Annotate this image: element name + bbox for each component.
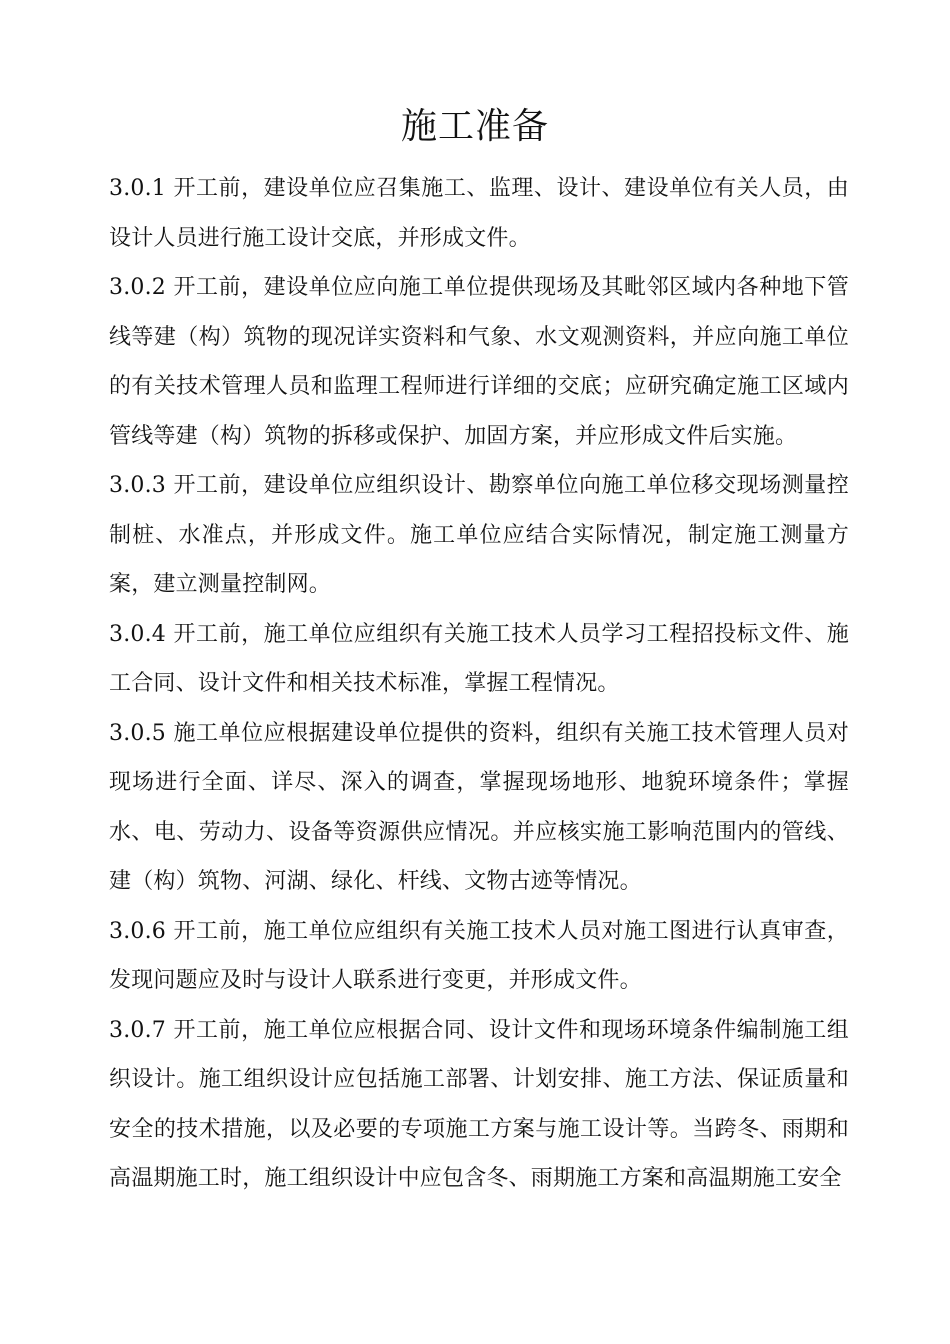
paragraph-3-0-7: 3.0.7 开工前，施工单位应根据合同、设计文件和现场环境条件编制施工组织设计。施工组织设计应包括施工部署、计划安排、施工方法、保证质量和安全的技术措施，以及必要的专项施工方案与施工设计等。当跨冬、雨期和高温期施工时，施工组织设计中应包含冬、雨期施工方案和高温期施工安全 [109,1017,849,1191]
page-title: 施工准备 [400,106,549,147]
paragraph-3-0-5: 3.0.5 施工单位应根据建设单位提供的资料，组织有关施工技术管理人员对现场进行全面、详尽、深入的调查，掌握现场地形、地貌环境条件；掌握水、电、劳动力、设备等资源供应情况。并应核实施工影响范围内的管线、建（构）筑物、河湖、绿化、杆线、文物古迹等情况。 [109,720,849,894]
paragraph-3-0-4: 3.0.4 开工前，施工单位应组织有关施工技术人员学习工程招投标文件、施工合同、设计文件和相关技术标准，掌握工程情况。 [109,621,849,696]
paragraph-3-0-2: 3.0.2 开工前，建设单位应向施工单位提供现场及其毗邻区域内各种地下管线等建（构）筑物的现况详实资料和气象、水文观测资料，并应向施工单位的有关技术管理人员和监理工程师进行详细的交底；应研究确定施工区域内管线等建（构）筑物的拆移或保护、加固方案，并应形成文件后实施。 [109,275,849,449]
paragraph-3-0-3: 3.0.3 开工前，建设单位应组织设计、勘察单位向施工单位移交现场测量控制桩、水准点，并形成文件。施工单位应结合实际情况，制定施工测量方案，建立测量控制网。 [109,473,849,597]
paragraph-3-0-1: 3.0.1 开工前，建设单位应召集施工、监理、设计、建设单位有关人员，由设计人员进行施工设计交底，并形成文件。 [109,176,849,251]
document-body [109,164,849,1204]
paragraph-3-0-6: 3.0.6 开工前，施工单位应组织有关施工技术人员对施工图进行认真审查，发现问题应及时与设计人联系进行变更，并形成文件。 [109,918,849,993]
